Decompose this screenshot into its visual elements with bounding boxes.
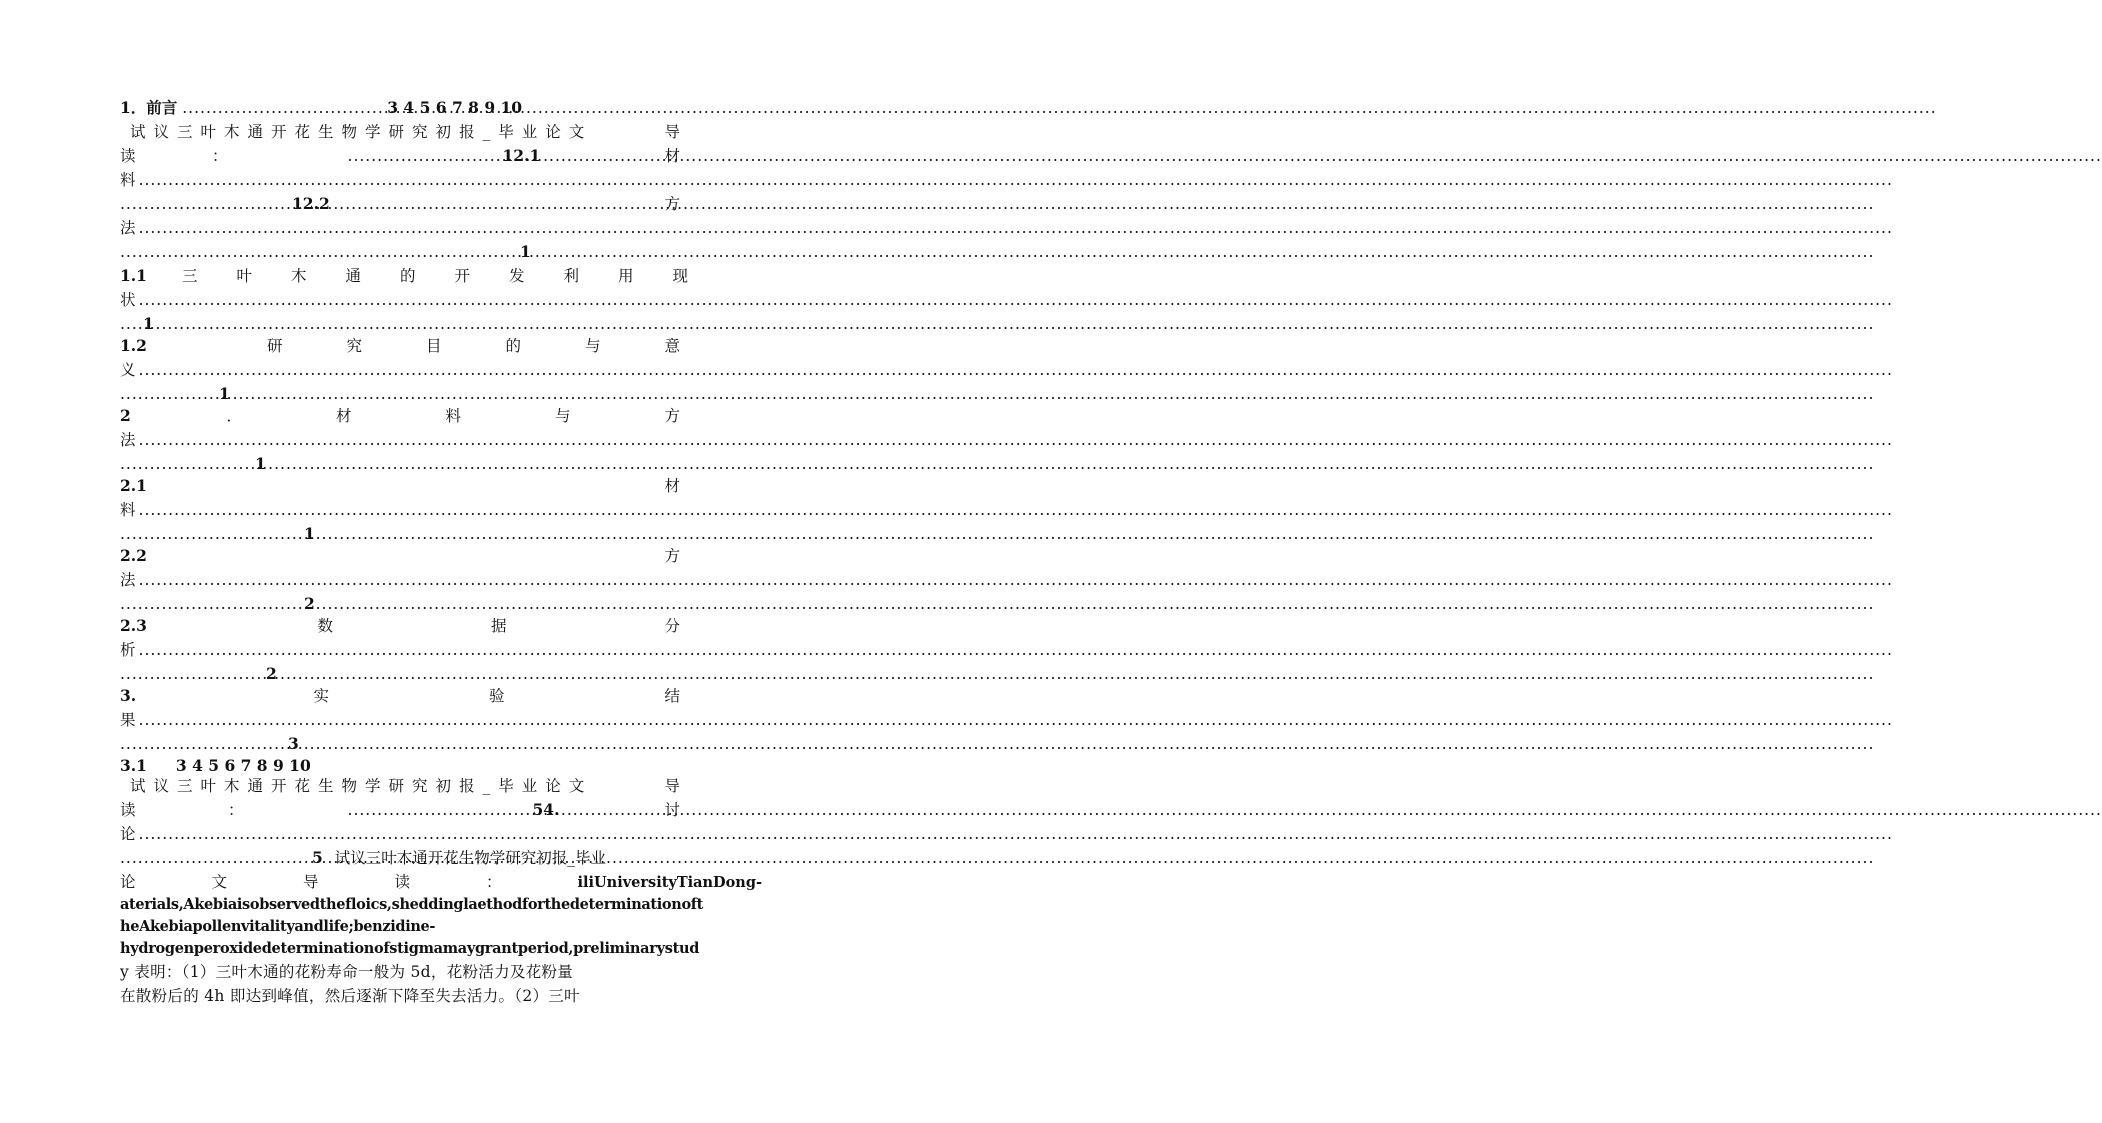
page-number: 1 (255, 454, 266, 473)
toc-line-2 (120, 121, 680, 143)
section-title: 数据分 (317, 617, 838, 635)
toc-line-28 (120, 733, 680, 755)
toc-entry-method-end: 法 (120, 219, 136, 237)
body-line-4 (120, 961, 680, 983)
leader-dots (120, 663, 262, 685)
toc-line-15 (120, 429, 680, 451)
toc-line-29 (120, 755, 680, 777)
toc-line-21 (120, 569, 680, 591)
toc-entry-materials-start: 材 (664, 147, 680, 165)
body-line-5 (120, 985, 680, 1007)
leader-dots (139, 429, 1893, 451)
toc-line-8 (120, 265, 727, 287)
leader-dots (139, 569, 1893, 591)
leader-dots (120, 523, 300, 545)
guide-label-start: 导 (664, 123, 680, 141)
section-title: 方 (664, 547, 680, 565)
colon: ： (212, 147, 228, 165)
page-number: 54. (532, 800, 560, 819)
section-number: 2.2 (120, 546, 147, 565)
leader-dots (139, 289, 1893, 311)
page-number: 3 (288, 734, 299, 753)
leader-dots (120, 383, 216, 405)
leader-dots (348, 145, 503, 167)
body-line-2 (120, 915, 680, 937)
toc-line-27 (120, 709, 680, 731)
page-number: 2 (266, 664, 277, 683)
toc-line-26 (120, 685, 840, 707)
page-number: 1 (520, 242, 531, 261)
toc-line-5 (120, 193, 680, 215)
section-title-text: 三叶木通的开发利用现 (181, 267, 727, 285)
toc-line-32 (120, 823, 680, 845)
section-title-end: 析 (120, 641, 136, 659)
toc-line-24 (120, 639, 680, 661)
toc-line-9 (120, 289, 680, 311)
toc-line-33 (120, 847, 680, 869)
page-number: 12.1 (502, 146, 541, 165)
toc-line-18 (120, 499, 680, 521)
page-numbers: 3 4 5 6 7 8 9 10 (175, 756, 311, 775)
section-title: ．材料与方 (226, 407, 774, 425)
toc-line-12 (120, 359, 680, 381)
guide-title: 试议三叶木通开花生物学研究初报_毕业论文 (130, 123, 593, 141)
leader-dots (120, 313, 140, 335)
section-number: 2 (120, 406, 131, 425)
section-title (182, 265, 727, 287)
section-number: 3.1 (120, 756, 147, 775)
toc-line-20 (120, 545, 680, 567)
leader-dots (120, 193, 292, 215)
body-line-3 (120, 937, 700, 959)
leader-dots (348, 799, 533, 821)
section-number: 2.3 (120, 616, 147, 635)
leader-dots (120, 453, 252, 475)
guide-label: 论文导读： (120, 873, 578, 891)
toc-line-6 (120, 217, 680, 239)
section-title-end: 法 (120, 431, 136, 449)
toc-line-14 (120, 405, 774, 427)
leader-dots (120, 733, 284, 755)
page-number: 1 (143, 314, 154, 333)
guide-label-start: 导 (664, 777, 680, 795)
toc-line-31 (120, 799, 680, 821)
section-title-end: 果 (120, 711, 136, 729)
toc-line-7 (120, 241, 680, 263)
abstract-fragment: iliUniversityTianDong- (577, 874, 763, 891)
page-number: 2 (304, 594, 315, 613)
toc-entry-preface: 1．前言 (120, 98, 178, 117)
abstract-text: heAkebiapollenvitalityandlife;benzidine- (120, 918, 436, 935)
section-title-end: 法 (120, 571, 136, 589)
guide-title: 试议三叶木通开花生物学研究初报_毕业论文 (130, 777, 593, 795)
section-title: 研究目的与意 (266, 337, 744, 355)
toc-entry-materials-end: 料 (120, 171, 136, 189)
toc-line-25 (120, 663, 680, 685)
section-title-end: 料 (120, 501, 136, 519)
toc-line-17 (120, 475, 680, 497)
section-number: 2.1 (120, 476, 147, 495)
section-title: 实验结 (313, 687, 840, 705)
body-text: 在散粉后的 4h 即达到峰值，然后逐渐下降至失去活力。（2）三叶 (120, 987, 580, 1005)
leader-dots (139, 217, 1893, 239)
section-title: 材 (664, 477, 680, 495)
toc-entry-method-start: 方 (664, 195, 680, 213)
leader-dots (120, 593, 300, 615)
page-number: 1 (219, 384, 230, 403)
toc-line-3 (120, 145, 680, 167)
abstract-text: aterials,Akebiaisobservedthefloics,sheddinglaethodforthedeterminationoft (120, 896, 704, 913)
section-number: 1.2 (120, 336, 147, 355)
toc-line-4 (120, 169, 680, 191)
toc-entry-discussion-end: 论 (120, 825, 136, 843)
toc-line-11 (120, 335, 744, 357)
leader-dots (182, 97, 387, 119)
page-numbers: 3 4 5 6 7 8 9 10 (387, 98, 523, 117)
abstract-text: hydrogenperoxidedeterminationofstigmamaygrantperiod,preliminarystud (120, 940, 700, 957)
toc-line-16 (120, 453, 680, 475)
toc-line-34 (120, 871, 763, 893)
toc-line-22 (120, 593, 680, 615)
leader-dots (139, 823, 1893, 845)
body-text: y 表明：（1）三叶木通的花粉寿命一般为 5d，花粉活力及花粉量 (120, 963, 574, 981)
leader-dots (139, 499, 1893, 521)
toc-line-1 (120, 97, 680, 119)
page-number: 5 (312, 848, 323, 867)
section-number: 3. (120, 686, 137, 705)
leader-dots (120, 847, 312, 869)
leader-dots (120, 241, 516, 263)
toc-line-23 (120, 615, 838, 637)
leader-dots (139, 169, 1893, 191)
colon: ： (228, 801, 244, 819)
page-number: 12.2 (292, 194, 330, 213)
toc-line-30 (120, 775, 680, 797)
guide-title: 试议三叶木通开花生物学研究初报_毕业 (334, 849, 607, 867)
toc-entry-discussion-start: 讨 (664, 801, 680, 819)
leader-dots (139, 359, 1893, 381)
leader-dots (139, 639, 1893, 661)
document-page (0, 0, 840, 1123)
page-number: 1 (304, 524, 315, 543)
section-number: 1.1 (120, 266, 147, 285)
guide-label-end: 读 (120, 147, 136, 165)
guide-label-end: 读 (120, 801, 136, 819)
section-title-end: 状 (120, 291, 136, 309)
leader-dots (139, 709, 1893, 731)
body-line-1 (120, 893, 704, 915)
toc-line-13 (120, 383, 680, 405)
toc-line-10 (120, 313, 680, 335)
section-title-end: 义 (120, 361, 136, 379)
toc-line-19 (120, 523, 680, 545)
